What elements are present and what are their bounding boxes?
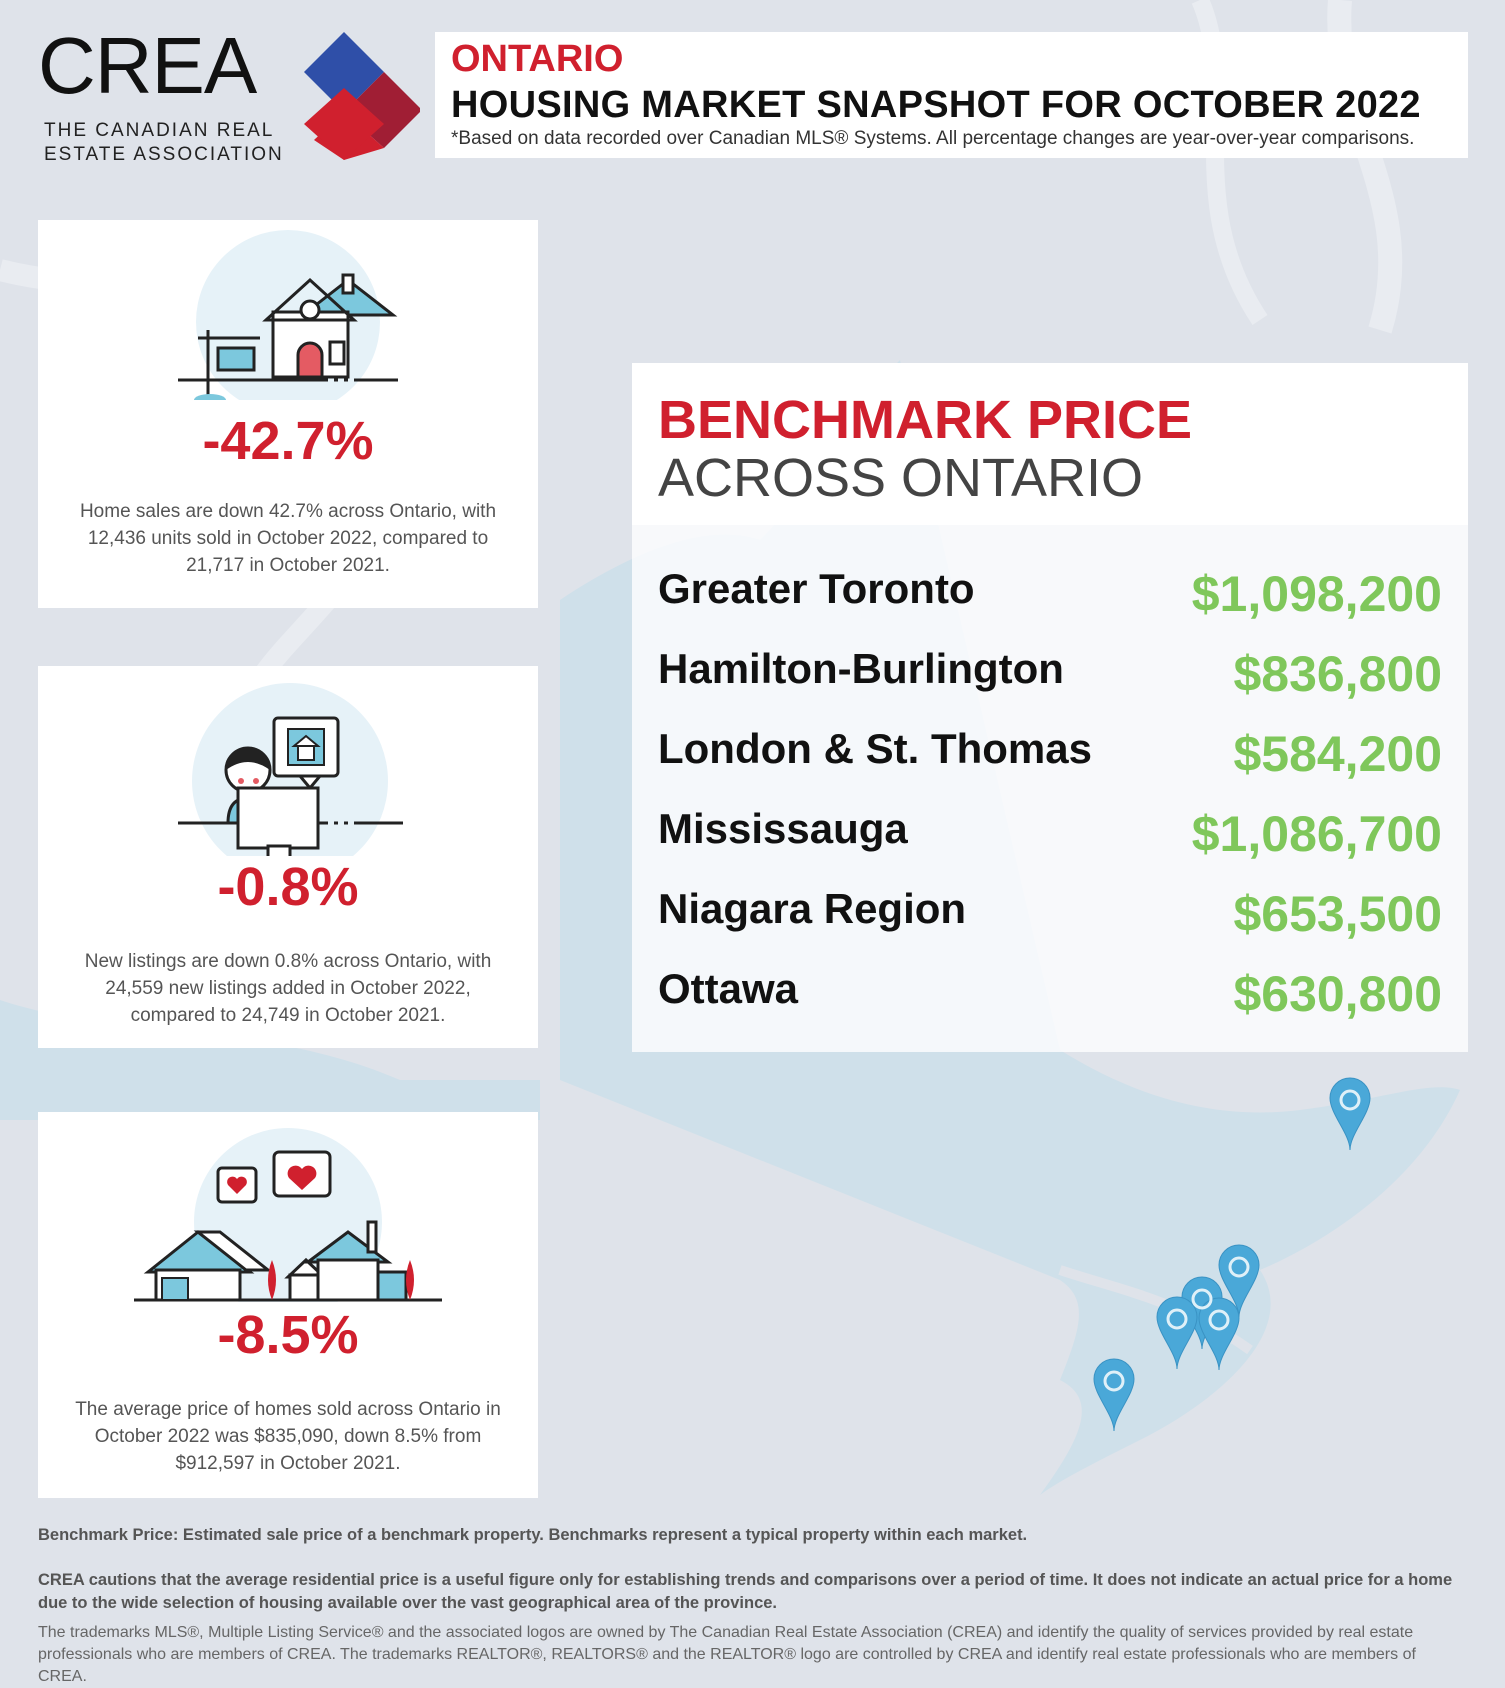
benchmark-subtitle: ACROSS ONTARIO <box>658 448 1144 508</box>
benchmark-row <box>658 965 1442 1035</box>
benchmark-row <box>658 805 1442 875</box>
header-note: *Based on data recorded over Canadian MLS® Systems. All percentage changes are year-over-year comparisons. <box>451 128 1415 149</box>
logo-name-line1: THE CANADIAN REAL <box>44 120 275 141</box>
house-for-sale-icon <box>38 220 538 400</box>
benchmark-row <box>658 885 1442 955</box>
benchmark-price: $836,800 <box>1233 646 1442 702</box>
stat-card-average-price <box>38 1112 538 1498</box>
benchmark-price: $584,200 <box>1233 726 1442 782</box>
benchmark-price: $653,500 <box>1233 886 1442 942</box>
benchmark-price: $630,800 <box>1233 966 1442 1022</box>
benchmark-row <box>658 565 1442 635</box>
benchmark-city: Mississauga <box>658 805 908 852</box>
houses-hearts-icon <box>38 1112 538 1302</box>
benchmark-definition-note: Benchmark Price: Estimated sale price of a benchmark property. Benchmarks represent a typical property within each market. <box>38 1526 1028 1544</box>
home-sales-description: Home sales are down 42.7% across Ontario, with 12,436 units sold in October 2022, compared to 21,717 in October 2021. <box>79 501 497 576</box>
benchmark-price: $1,086,700 <box>1191 806 1442 862</box>
new-listings-change: -0.8% <box>217 857 359 917</box>
benchmark-row <box>658 645 1442 715</box>
home-sales-change: -42.7% <box>202 411 374 471</box>
person-computer-listing-icon <box>38 666 538 856</box>
crea-diamond-logo-icon <box>300 32 420 162</box>
header-panel <box>435 32 1468 158</box>
logo-name-line2: ESTATE ASSOCIATION <box>44 144 284 165</box>
benchmark-title: BENCHMARK PRICE <box>658 390 1193 450</box>
benchmark-row <box>658 725 1442 795</box>
average-price-change: -8.5% <box>217 1305 359 1365</box>
benchmark-city: Niagara Region <box>658 885 967 932</box>
benchmark-city: Ottawa <box>658 965 799 1012</box>
header-region: ONTARIO <box>451 38 624 80</box>
trademark-note: The trademarks MLS®, Multiple Listing Service® and the associated logos are owned by The Canadian Real Estate Association (CREA) and identify the quality of services provided by real estate professionals who are members of CREA. The trademarks REALTOR®, REALTORS® and the REALTOR® logo are controlled by CREA and identify real estate professionals who are members of CREA. <box>38 1624 1416 1685</box>
benchmark-price-panel <box>632 363 1468 1052</box>
page-title: HOUSING MARKET SNAPSHOT FOR OCTOBER 2022 <box>451 84 1421 126</box>
crea-logo <box>38 21 418 172</box>
benchmark-price: $1,098,200 <box>1191 566 1442 622</box>
logo-wordmark: CREA <box>38 21 257 110</box>
caution-note: CREA cautions that the average residential price is a useful figure only for establishing trends and comparisons over a period of time. It does not indicate an actual price for a home due to the wide selection of housing available over the vast geographical area of the province. <box>38 1571 1453 1612</box>
benchmark-city: Hamilton-Burlington <box>658 645 1064 692</box>
average-price-description: The average price of homes sold across Ontario in October 2022 was $835,090, down 8.5% from $912,597 in October 2021. <box>75 1399 501 1474</box>
stat-card-home-sales <box>38 220 538 608</box>
benchmark-city: Greater Toronto <box>658 565 975 612</box>
new-listings-description: New listings are down 0.8% across Ontario, with 24,559 new listings added in October 2022, compared to 24,749 in October 2021. <box>84 951 492 1026</box>
benchmark-city: London & St. Thomas <box>658 725 1092 772</box>
stat-card-new-listings <box>38 666 538 1048</box>
benchmark-header <box>632 363 1468 525</box>
